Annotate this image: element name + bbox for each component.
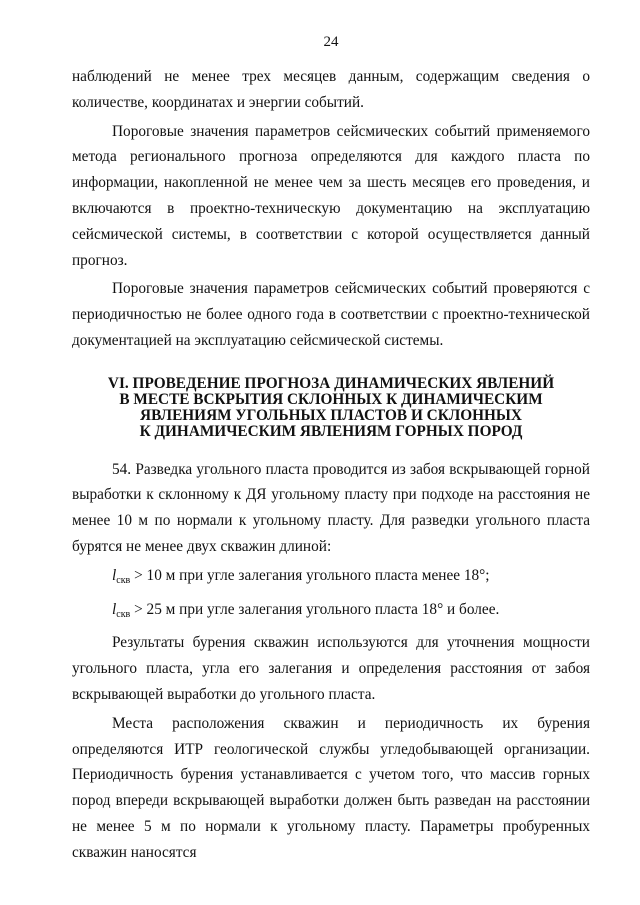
- section-heading: [72, 376, 590, 441]
- formula-2-variable: l: [112, 600, 117, 618]
- paragraph-well-locations: Места расположения скважин и периодичность их бурения определяются ИТР геологической службы угледобывающей организации. Периодичность бурения устанавливается с учетом того, что массив горных пород впереди вскрывающей выработки должен быть разведан на расстоянии не менее 5 м по нормали к угольному пласту. Параметры пробуренных скважин наносятся: [72, 714, 590, 861]
- section-heading-line-3: ЯВЛЕНИЯМ УГОЛЬНЫХ ПЛАСТОВ И СКЛОННЫХ: [140, 407, 522, 425]
- formula-condition-1: [72, 563, 590, 594]
- formula-2-subscript: скв: [116, 608, 131, 620]
- paragraph-threshold-check: Пороговые значения параметров сейсмических событий проверяются с периодичностью не более одного года в соответствии с проектно-технической документацией на эксплуатацию сейсмической системы.: [72, 280, 590, 349]
- document-page: [72, 0, 590, 905]
- formula-condition-2: [72, 597, 590, 628]
- paragraph-54: 54. Разведка угольного пласта проводится из забоя вскрывающей горной выработки к склонному к ДЯ угольному пласту при подходе на расстояния не менее 10 м по нормали к угольному пласту. Для разведки угольного пласта бурятся не менее двух скважин длиной:: [72, 460, 590, 555]
- section-heading-line-4: К ДИНАМИЧЕСКИМ ЯВЛЕНИЯМ ГОРНЫХ ПОРОД: [139, 423, 523, 441]
- page-number: 24: [323, 34, 339, 50]
- section-heading-line-2: В МЕСТЕ ВСКРЫТИЯ СКЛОННЫХ К ДИНАМИЧЕСКИМ: [119, 390, 543, 408]
- paragraph-drilling-results: Результаты бурения скважин используются для уточнения мощности угольного пласта, угла его залегания и определения расстояния от забоя вскрывающей выработки до угольного пласта.: [72, 634, 590, 703]
- document-body: [72, 64, 590, 866]
- formula-1-variable: l: [112, 566, 117, 584]
- formula-1-subscript: скв: [116, 574, 131, 586]
- formula-2-text: > 25 м при угле залегания угольного пласта 18° и более.: [130, 600, 500, 618]
- paragraph-threshold-values: Пороговые значения параметров сейсмических событий применяемого метода регионального прогноза определяются для каждого пласта по информации, накопленной не менее чем за шесть месяцев его проведения, и включаются в проектно-техническую документацию на эксплуатацию сейсмической системы, в соответствии с которой осуществляется данный прогноз.: [72, 122, 590, 269]
- section-heading-line-1: VI. ПРОВЕДЕНИЕ ПРОГНОЗА ДИНАМИЧЕСКИХ ЯВЛЕНИЙ: [107, 374, 555, 392]
- paragraph-continuation: наблюдений не менее трех месяцев данным, содержащим сведения о количестве, координатах и энергии событий.: [72, 68, 590, 111]
- formula-1-text: > 10 м при угле залегания угольного пласта менее 18°;: [130, 566, 490, 584]
